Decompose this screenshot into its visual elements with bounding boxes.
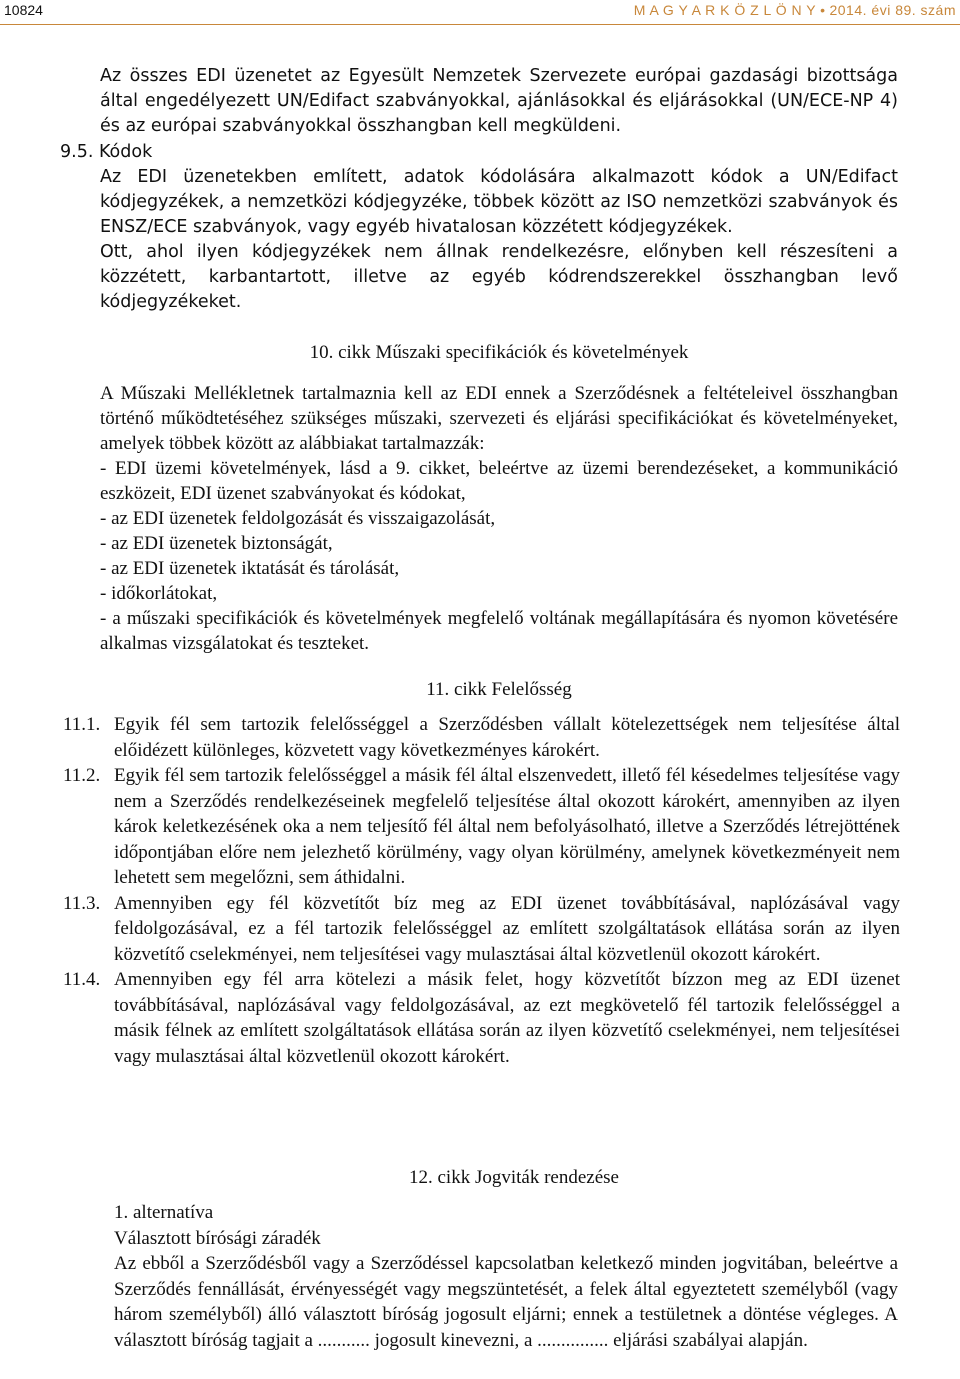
intro-paragraph: Az összes EDI üzenetet az Egyesült Nemzetek Szervezete európai gazdasági bizottsága által engedélyezett UN/Edifact szabványokkal, ajánlásokkal és eljárásokkal (UN/ECE-NP 4) és az európai szabványokkal összhangban kell megküldeni. <box>100 66 898 136</box>
liability-clause <box>63 763 900 891</box>
clause-number: 11.1. <box>63 714 101 735</box>
alternative-label: 1. alternatíva <box>114 1202 214 1223</box>
clause-number: 11.4. <box>63 969 101 990</box>
liability-clause <box>63 967 900 1069</box>
header-separator: • <box>820 2 826 18</box>
article-10 <box>100 340 898 656</box>
article-10-title: 10. cikk Műszaki specifikációk és követelmények <box>309 342 689 363</box>
list-item: - az EDI üzenetek biztonságát, <box>100 533 333 554</box>
journal-name: M A G Y A R K Ö Z L Ö N Y <box>633 2 817 18</box>
intro-block <box>100 64 898 139</box>
clause-number: 11.2. <box>63 765 101 786</box>
liability-clause <box>63 891 900 968</box>
section-heading: 9.5. Kódok <box>60 142 153 162</box>
header-rule <box>0 24 960 25</box>
clause-text: Amennyiben egy fél közvetítőt bíz meg az EDI üzenet továbbításával, naplózásával vagy feldolgozásával, ez a fél tartozik felelősséggel az említett szolgáltatások ellátása során az ilyen közvetítő cselekményei, nem teljesítései vagy mulasztásai által közvetlenül okozott károkért. <box>114 892 900 965</box>
section-9-5 <box>60 140 898 315</box>
list-item: - a műszaki specifikációk és követelmények megfelelő voltának megállapítására és nyomon követésére alkalmas vizsgálatokat és teszteket. <box>100 608 898 654</box>
page-number: 10824 <box>4 2 43 18</box>
list-item: - az EDI üzenetek iktatását és tárolását, <box>100 558 400 579</box>
list-item: - EDI üzemi követelmények, lásd a 9. cikket, beleértve az üzemi berendezéseket, a kommunikáció eszközeit, EDI üzenet szabványokat és kódokat, <box>100 458 898 504</box>
journal-title <box>634 2 956 18</box>
article-10-intro: A Műszaki Mellékletnek tartalmaznia kell az EDI ennek a Szerződésnek a feltételeivel összhangban történő működtetéséhez szükséges műszaki, szervezeti és eljárási specifikációkat és követelményeket, amelyek többek között az alábbiakat tartalmazzák: <box>100 383 898 454</box>
list-item: - időkorlátokat, <box>100 583 218 604</box>
section-9-5-paragraph-1: Az EDI üzenetekben említett, adatok kódolására alkalmazott kódok a UN/Edifact kódjegyzékek, a nemzetközi kódjegyzéke, többek között az ISO nemzetközi szabványok és ENSZ/ECE szabványok, vagy egyéb hivatalosan közzétett kódjegyzékek. <box>100 167 898 237</box>
clause-text: Egyik fél sem tartozik felelősséggel a másik fél által elszenvedett, illető fél késedelmes teljesítése vagy nem a Szerződés rendelkezéseinek megfelelő teljesítése által okozott károkért, amennyiben az ilyen károk keletkezésének oka a nem teljesítő fél által nem befolyásolható, illetve a Szerződés létrejöttének időpontjában előre nem jelezhető körülmény, vagy olyan körülmény, amelynek következményeit nem lehetett sem megelőzni, sem áthidalni. <box>114 765 900 888</box>
article-12 <box>100 1165 898 1353</box>
clause-title: Választott bírósági záradék <box>114 1227 321 1249</box>
article-11 <box>63 677 900 1069</box>
section-9-5-paragraph-2: Ott, ahol ilyen kódjegyzékek nem állnak rendelkezésre, előnyben kell részesíteni a közzétett, karbantartott, illetve az egyéb kódrendszerekkel összhangban levő kódjegyzékeket. <box>100 242 898 312</box>
liability-clause <box>63 712 900 763</box>
arbitration-clause-text: Az ebből a Szerződésből vagy a Szerződéssel kapcsolatban keletkező minden jogvitában, beleértve a Szerződés fennállását, érvényességét vagy megszüntetését, a felek által egyeztetett személyből (vagy három személyből) álló választott bíróság jogosult eljárni; ennek a testületnek a döntése végleges. A választott bíróság tagjait a ........... jogosult kinevezni, a ............... eljárási szabályai alapján. <box>114 1253 898 1351</box>
clause-text: Egyik fél sem tartozik felelősséggel a Szerződésben vállalt kötelezettségek nem teljesítése által előidézett különleges, közvetett vagy következményes károkért. <box>114 714 900 761</box>
page-header <box>0 0 960 28</box>
article-12-title: 12. cikk Jogviták rendezése <box>409 1167 619 1188</box>
list-item: - az EDI üzenetek feldolgozását és visszaigazolását, <box>100 508 496 529</box>
article-11-title: 11. cikk Felelősség <box>426 679 572 700</box>
clause-number: 11.3. <box>63 892 101 914</box>
journal-issue: 2014. évi 89. szám <box>829 2 956 18</box>
clause-text: Amennyiben egy fél arra kötelezi a másik felet, hogy közvetítőt bízzon meg az EDI üzenet továbbításával, naplózásával vagy feldolgozásával, az ezt megkövetelő fél tartozik felelősséggel a másik félnek az említett szolgáltatások ellátása során az ilyen közvetítő cselekményei, nem teljesítései vagy mulasztásai által közvetlenül okozott károkért. <box>114 969 900 1067</box>
